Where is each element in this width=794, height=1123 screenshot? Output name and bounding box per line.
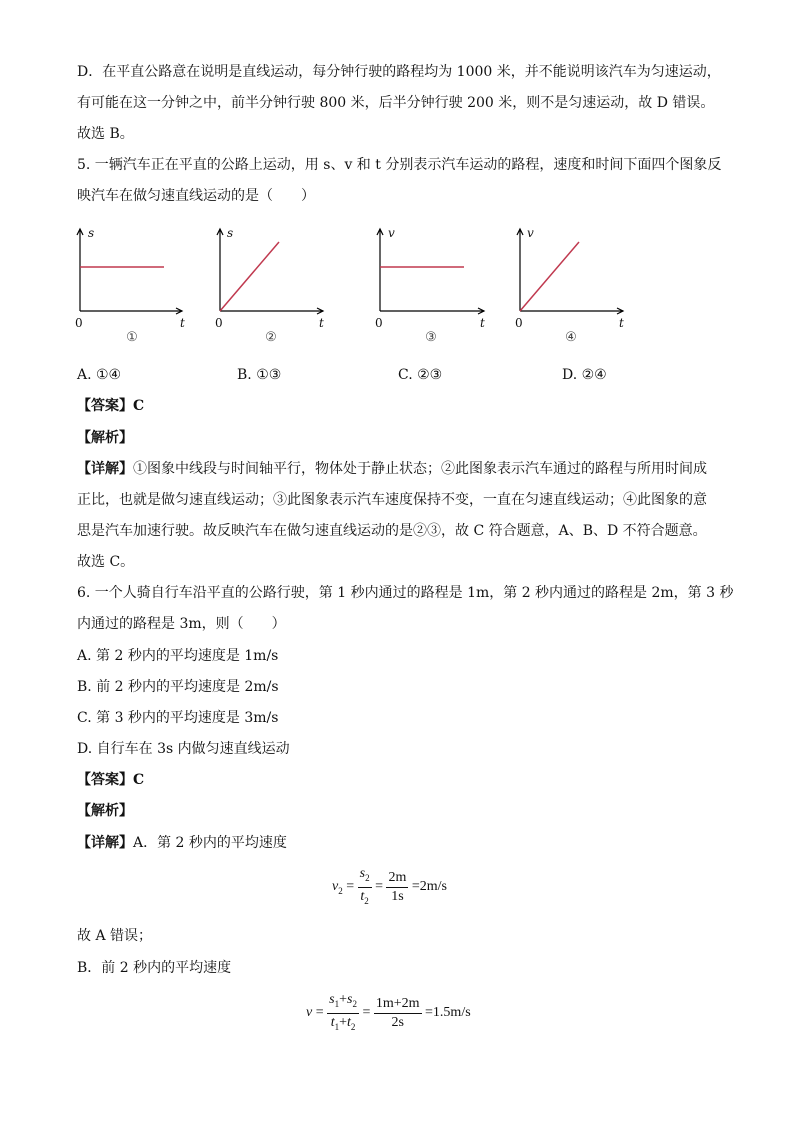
graph-4-origin: 0 [515,316,523,330]
answer-6: 【答案】C [77,772,145,788]
graph-2 [213,225,333,335]
detail-5-line1 [77,459,707,479]
graph-2-y-label: s [227,226,234,240]
graph-2-line [220,242,279,311]
formula-v-avg-eq2: = [362,1005,371,1021]
graph-4-y-label: v [527,226,534,240]
formula-v-avg-frac-symbolic: $\frac{s_1+s_2}{t_1+t_2}$ [329,992,357,1032]
graph-3-x-label: t [480,316,485,330]
formula-v-avg-eq1: = [315,1005,324,1021]
question-6-line2: 内通过的路程是 3m，则（ ） [77,616,286,632]
graph-4 [513,225,633,335]
answer-5: 【答案】C [77,398,145,414]
text-line-d-option-cont: 有可能在这一分钟之中，前半分钟行驶 800 米，后半分钟行驶 200 米，则不是匀速运动，故 D 错误。 [77,95,715,111]
formula-v-avg-lhs: v [306,1005,313,1021]
graph-2-caption: ② [265,330,277,345]
detail-5-label: 【详解】 [77,461,133,477]
question-5-line1: 5. 一辆汽车正在平直的公路上运动，用 s、v 和 t 分别表示汽车运动的路程，速度和时间下面四个图象反 [77,157,722,173]
formula-v2-lhs: $v_2$ [332,878,343,896]
graph-2-origin: 0 [215,316,223,330]
analysis-5-heading: 【解析】 [77,430,133,446]
option-5-a: A. ①④ [77,367,122,383]
text-line-d-option: D．在平直公路意在说明是直线运动，每分钟行驶的路程均为 1000 米，并不能说明该汽车为匀速运动， [77,64,721,80]
text-line-choose-b: 故选 B。 [77,126,134,142]
detail-6-label: 【详解】 [77,835,133,851]
detail-5-line4: 故选 C。 [77,554,135,570]
graph-3 [374,225,494,335]
detail-6-line2: 故 A 错误； [77,928,153,944]
option-6-d: D. 自行车在 3s 内做匀速直线运动 [77,741,290,757]
formula-v2-eq1: = [346,879,355,895]
formula-v2-eq2: = [375,879,383,895]
detail-5-text1: ①图象中线段与时间轴平行，物体处于静止状态；②此图象表示汽车通过的路程与所用时间成 [133,461,707,477]
detail-5-line3: 思是汽车加速行驶。故反映汽车在做匀速直线运动的是②③，故 C 符合题意，A、B、D 不符合题意。 [77,523,707,539]
analysis-6-heading: 【解析】 [77,803,133,819]
formula-v2 [332,865,447,910]
graph-4-line [520,242,579,311]
option-5-d: D. ②④ [562,367,607,383]
formula-v-avg [306,991,471,1036]
question-6-line1: 6. 一个人骑自行车沿平直的公路行驶，第 1 秒内通过的路程是 1m，第 2 秒内通过的路程是 2m，第 3 秒 [77,585,734,601]
formula-v2-frac-symbolic: $\frac{s_2}{t_2}$ [359,866,370,906]
graph-1-y-label: s [88,226,95,240]
graph-1 [74,225,194,335]
formula-v-avg-frac-numeric: $\frac{1m+2m}{2s}$ [375,995,420,1030]
option-6-a: A. 第 2 秒内的平均速度是 1m/s [77,648,279,664]
formula-v-avg-result: =1.5m/s [425,1005,471,1021]
option-6-c: C. 第 3 秒内的平均速度是 3m/s [77,710,279,726]
graph-2-x-label: t [319,316,324,330]
graph-3-origin: 0 [375,316,383,330]
detail-6-text1: A．第 2 秒内的平均速度 [133,835,287,851]
formula-v2-frac-numeric: $\frac{2m}{1s}$ [388,869,407,904]
detail-5-line2: 正比，也就是做匀速直线运动；③此图象表示汽车速度保持不变，一直在匀速直线运动；④此图象的意 [77,492,707,508]
graph-3-y-label: v [388,226,395,240]
graph-3-caption: ③ [425,330,437,345]
formula-v2-result: =2m/s [411,879,447,895]
graph-1-origin: 0 [75,316,83,330]
graph-4-x-label: t [619,316,624,330]
option-5-b: B. ①③ [237,367,282,383]
detail-6-line3: B．前 2 秒内的平均速度 [77,960,232,976]
detail-6-line1 [77,833,287,853]
option-6-b: B. 前 2 秒内的平均速度是 2m/s [77,679,279,695]
graph-4-caption: ④ [565,330,577,345]
graph-1-caption: ① [126,330,138,345]
graph-1-x-label: t [180,316,185,330]
question-5-line2: 映汽车在做匀速直线运动的是（ ） [77,188,315,204]
option-5-c: C. ②③ [398,367,443,383]
